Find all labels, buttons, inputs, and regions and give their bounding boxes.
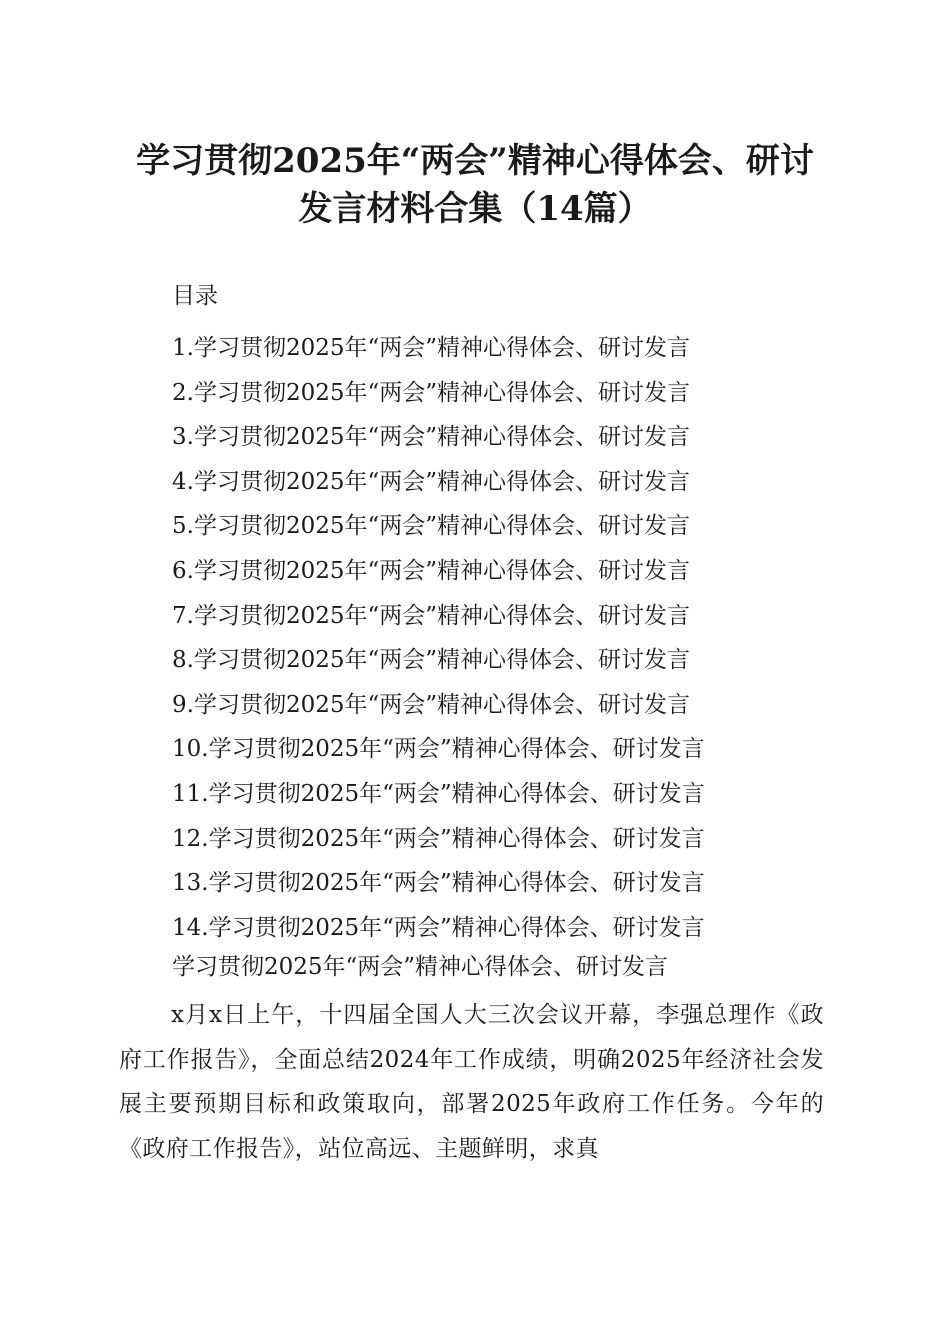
table-of-contents (172, 326, 705, 950)
toc-item[interactable]: 5.学习贯彻2025年“两会”精神心得体会、研讨发言 (172, 513, 690, 540)
body-paragraph: x月x日上午，十四届全国人大三次会议开幕，李强总理作《政府工作报告》，全面总结2024年工作成绩，明确2025年经济社会发展主要预期目标和政策取向，部署2025年政府工作任务。今年的《政府工作报告》，站位高远、主题鲜明，求真 (119, 1002, 824, 1162)
toc-item[interactable]: 4.学习贯彻2025年“两会”精神心得体会、研讨发言 (172, 468, 690, 495)
toc-item[interactable]: 12.学习贯彻2025年“两会”精神心得体会、研讨发言 (172, 825, 705, 852)
section-heading: 学习贯彻2025年“两会”精神心得体会、研讨发言 (172, 954, 669, 980)
toc-heading: 目录 (172, 283, 218, 309)
toc-item[interactable]: 11.学习贯彻2025年“两会”精神心得体会、研讨发言 (172, 780, 705, 807)
toc-item[interactable]: 1.学习贯彻2025年“两会”精神心得体会、研讨发言 (172, 335, 690, 361)
toc-item[interactable]: 9.学习贯彻2025年“两会”精神心得体会、研讨发言 (172, 691, 690, 718)
toc-item[interactable]: 7.学习贯彻2025年“两会”精神心得体会、研讨发言 (172, 602, 690, 629)
toc-item[interactable]: 2.学习贯彻2025年“两会”精神心得体会、研讨发言 (172, 379, 690, 406)
toc-item[interactable]: 10.学习贯彻2025年“两会”精神心得体会、研讨发言 (172, 736, 705, 763)
toc-item[interactable]: 13.学习贯彻2025年“两会”精神心得体会、研讨发言 (172, 870, 705, 897)
toc-item[interactable]: 6.学习贯彻2025年“两会”精神心得体会、研讨发言 (172, 557, 690, 584)
toc-item[interactable]: 14.学习贯彻2025年“两会”精神心得体会、研讨发言 (172, 914, 705, 941)
toc-item[interactable]: 3.学习贯彻2025年“两会”精神心得体会、研讨发言 (172, 424, 690, 451)
document-title: 学习贯彻2025年“两会”精神心得体会、研讨发言材料合集（14篇） (136, 141, 814, 229)
toc-item[interactable]: 8.学习贯彻2025年“两会”精神心得体会、研讨发言 (172, 647, 690, 674)
